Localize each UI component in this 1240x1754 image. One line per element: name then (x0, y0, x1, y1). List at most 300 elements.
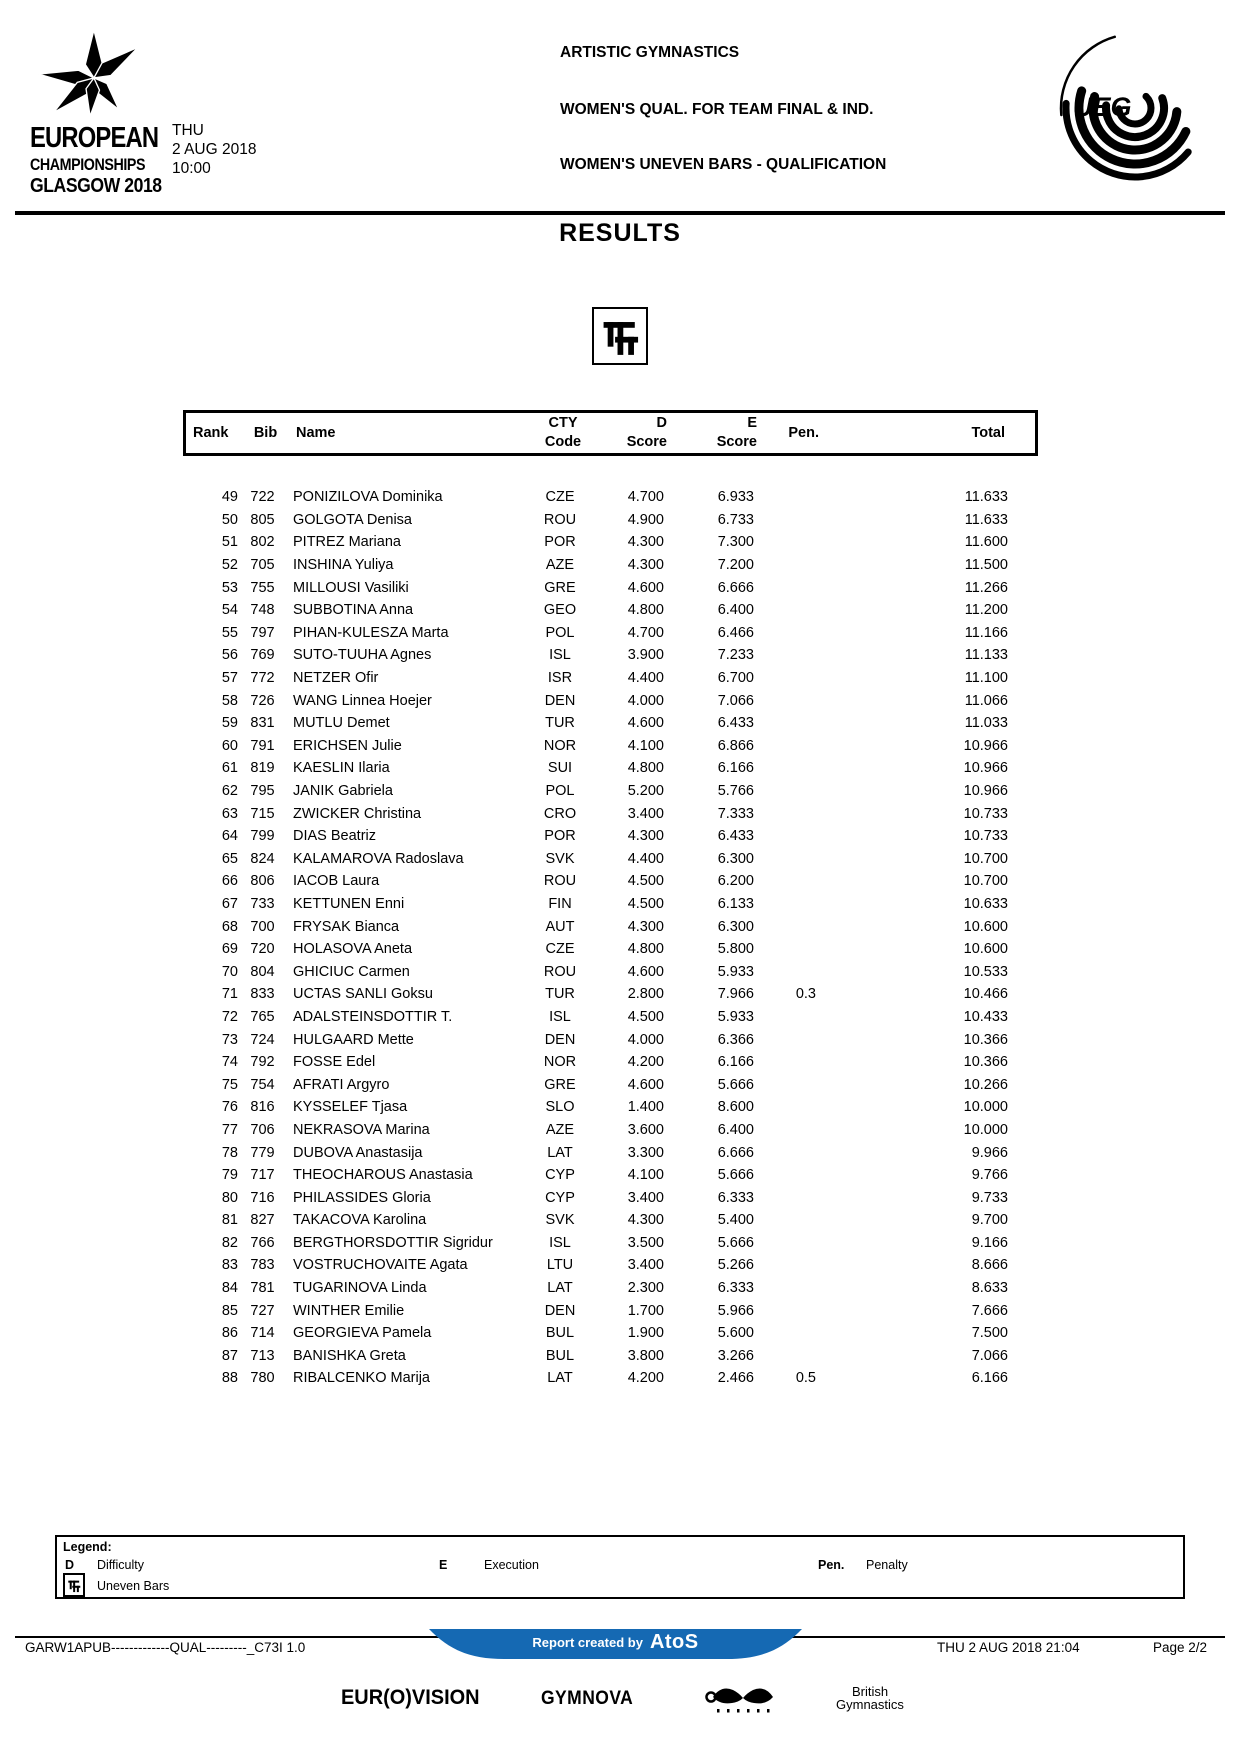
cell-cty-code: SUI (547, 760, 573, 777)
cell-rank: 81 (221, 1212, 238, 1229)
footer-datetime: THU 2 AUG 2018 21:04 (937, 1640, 1080, 1655)
results-heading: RESULTS (559, 219, 681, 247)
cell-d-score: 4.000 (627, 1031, 664, 1048)
cell-d-score: 4.700 (627, 489, 664, 506)
table-row (183, 1096, 1038, 1119)
cell-e-score: 5.966 (717, 1302, 754, 1319)
cell-d-score: 2.300 (627, 1280, 664, 1297)
cell-name: HULGAARD Mette (293, 1031, 414, 1048)
cell-name: INSHINA Yuliya (293, 557, 394, 574)
table-row (183, 735, 1038, 758)
cell-bib: 720 (250, 941, 275, 958)
cell-total: 11.066 (964, 692, 1008, 709)
cell-bib: 783 (250, 1257, 275, 1274)
cell-rank: 74 (221, 1054, 238, 1071)
cty-header-line2: Code (544, 434, 582, 450)
cell-bib: 716 (250, 1189, 275, 1206)
table-row (183, 960, 1038, 983)
cell-cty-code: DEN (544, 692, 576, 709)
cell-e-score: 6.400 (717, 1121, 754, 1138)
cell-cty-code: CYP (545, 1189, 575, 1206)
cell-bib: 772 (250, 670, 275, 687)
cell-cty-code: CZE (545, 489, 575, 506)
title-competition: WOMEN'S QUAL. FOR TEAM FINAL & IND. (560, 101, 874, 118)
table-row (183, 599, 1038, 622)
cell-name: DIAS Beatriz (293, 828, 376, 845)
table-row (183, 576, 1038, 599)
cell-name: UCTAS SANLI Goksu (293, 986, 433, 1003)
cell-cty-code: NOR (543, 737, 577, 754)
cell-bib: 781 (250, 1280, 275, 1297)
cell-bib: 714 (250, 1325, 275, 1342)
cell-e-score: 6.366 (717, 1031, 754, 1048)
cell-d-score: 3.400 (627, 1257, 664, 1274)
cell-total: 10.266 (963, 1076, 1008, 1093)
cty-header-line1: CTY (548, 415, 578, 431)
cell-bib: 748 (250, 602, 275, 619)
cell-rank: 53 (221, 579, 238, 596)
table-row (183, 1119, 1038, 1142)
ueg-label: UEG (1073, 92, 1132, 122)
cell-total: 11.133 (964, 647, 1008, 664)
cell-rank: 65 (221, 850, 238, 867)
cell-total: 10.966 (963, 783, 1008, 800)
cell-rank: 77 (221, 1121, 238, 1138)
cell-bib: 724 (250, 1031, 275, 1048)
cell-bib: 769 (250, 647, 275, 664)
cell-name: MILLOUSI Vasiliki (293, 579, 409, 596)
cell-bib: 755 (250, 579, 275, 596)
ueg-logo (1035, 30, 1210, 190)
cell-name: KETTUNEN Enni (293, 895, 405, 912)
cell-pen: 0.5 (795, 1370, 816, 1387)
cell-total: 10.533 (963, 963, 1008, 980)
cell-name: DUBOVA Anastasija (293, 1144, 423, 1161)
cell-d-score: 4.400 (627, 670, 664, 687)
table-row (183, 1322, 1038, 1345)
cell-total: 10.966 (963, 760, 1008, 777)
cell-rank: 76 (221, 1099, 238, 1116)
cell-total: 11.100 (964, 670, 1008, 687)
cell-e-score: 6.300 (717, 850, 754, 867)
legend-pen-label: Penalty (866, 1558, 908, 1572)
cell-d-score: 3.800 (627, 1347, 664, 1364)
glasgow-2018-star-icon (33, 28, 151, 124)
legend-d-label: Difficulty (97, 1558, 145, 1572)
cell-name: THEOCHAROUS Anastasia (293, 1167, 473, 1184)
cell-bib: 799 (250, 828, 275, 845)
cell-bib: 713 (250, 1347, 275, 1364)
cell-name: KAESLIN Ilaria (293, 760, 390, 777)
cell-d-score: 1.900 (627, 1325, 664, 1342)
british-gymnastics-line1: British (852, 1684, 889, 1699)
table-row (183, 1345, 1038, 1368)
cell-cty-code: FIN (548, 895, 572, 912)
cell-cty-code: POL (545, 783, 575, 800)
cell-cty-code: DEN (544, 1031, 576, 1048)
cell-rank: 62 (221, 783, 238, 800)
legend-e-key: E (439, 1558, 448, 1572)
cell-name: AFRATI Argyro (293, 1076, 390, 1093)
british-gymnastics-line2: Gymnastics (836, 1697, 904, 1712)
cell-rank: 67 (221, 895, 238, 912)
column-header-bib: Bib (253, 425, 278, 441)
cell-e-score: 7.966 (717, 986, 754, 1003)
cell-e-score: 7.233 (717, 647, 754, 664)
cell-d-score: 4.600 (627, 963, 664, 980)
cell-total: 10.000 (963, 1121, 1008, 1138)
cell-d-score: 4.700 (627, 624, 664, 641)
title-event: WOMEN'S UNEVEN BARS - QUALIFICATION (560, 156, 887, 173)
table-row (183, 1141, 1038, 1164)
table-row (183, 1006, 1038, 1029)
cell-cty-code: AZE (545, 1121, 575, 1138)
cell-e-score: 6.300 (717, 918, 754, 935)
cell-d-score: 4.600 (627, 1076, 664, 1093)
cell-bib: 792 (250, 1054, 275, 1071)
cell-e-score: 6.866 (717, 737, 754, 754)
legend-apparatus-label: Uneven Bars (97, 1579, 170, 1593)
cell-cty-code: POR (544, 534, 576, 551)
cell-bib: 791 (250, 737, 275, 754)
cell-cty-code: GRE (544, 1076, 576, 1093)
table-row (183, 667, 1038, 690)
cell-cty-code: NOR (543, 1054, 577, 1071)
table-row (183, 622, 1038, 645)
cell-total: 6.166 (971, 1370, 1008, 1387)
legend-apparatus-icon-box (63, 1573, 85, 1597)
cell-name: FOSSE Edel (293, 1054, 376, 1071)
cell-total: 11.200 (964, 602, 1008, 619)
cell-d-score: 4.200 (627, 1370, 664, 1387)
table-row (183, 780, 1038, 803)
legend-pen-key: Pen. (818, 1558, 845, 1572)
cell-cty-code: BUL (545, 1347, 575, 1364)
cell-bib: 766 (250, 1234, 275, 1251)
cell-d-score: 4.400 (627, 850, 664, 867)
cell-rank: 88 (221, 1370, 238, 1387)
cell-name: NEKRASOVA Marina (293, 1121, 430, 1138)
cell-rank: 75 (221, 1076, 238, 1093)
cell-rank: 55 (221, 624, 238, 641)
table-row (183, 1367, 1038, 1390)
column-header-total: Total (971, 425, 1005, 441)
table-row (183, 1209, 1038, 1232)
cell-d-score: 4.000 (627, 692, 664, 709)
cell-bib: 806 (250, 873, 275, 890)
header-rule (15, 211, 1225, 215)
cell-name: BERGTHORSDOTTIR Sigridur (293, 1234, 493, 1251)
cell-rank: 66 (221, 873, 238, 890)
e-header-line2: Score (716, 434, 757, 450)
cell-total: 11.266 (964, 579, 1008, 596)
cell-d-score: 4.800 (627, 941, 664, 958)
table-row (183, 1073, 1038, 1096)
cell-d-score: 4.900 (627, 511, 664, 528)
cell-e-score: 6.666 (717, 579, 754, 596)
cell-bib: 833 (250, 986, 275, 1003)
cell-rank: 71 (221, 986, 238, 1003)
cell-e-score: 6.433 (717, 828, 754, 845)
legend-e-label: Execution (484, 1558, 539, 1572)
cell-total: 10.700 (963, 873, 1008, 890)
legend-title: Legend: (63, 1540, 112, 1554)
cell-cty-code: LTU (546, 1257, 574, 1274)
cell-d-score: 4.300 (627, 557, 664, 574)
cell-e-score: 2.466 (717, 1370, 754, 1387)
cell-cty-code: TUR (545, 986, 575, 1003)
cell-name: WANG Linnea Hoejer (293, 692, 432, 709)
cell-bib: 717 (250, 1167, 275, 1184)
cell-e-score: 5.800 (717, 941, 754, 958)
cell-rank: 51 (221, 534, 238, 551)
cell-bib: 726 (250, 692, 275, 709)
table-row (183, 1186, 1038, 1209)
session-day: THU (172, 122, 204, 139)
atos-banner (429, 1629, 802, 1660)
cell-e-score: 6.333 (717, 1189, 754, 1206)
cell-rank: 68 (221, 918, 238, 935)
legend-d-key: D (65, 1558, 75, 1572)
cell-name: BANISHKA Greta (293, 1347, 406, 1364)
cell-e-score: 7.333 (717, 805, 754, 822)
cell-total: 8.666 (971, 1257, 1008, 1274)
cell-name: JANIK Gabriela (293, 783, 393, 800)
cell-name: MUTLU Demet (293, 715, 390, 732)
cell-total: 10.600 (963, 918, 1008, 935)
table-row (183, 712, 1038, 735)
cell-bib: 765 (250, 1008, 275, 1025)
cell-e-score: 5.666 (717, 1234, 754, 1251)
table-row (183, 1254, 1038, 1277)
cell-d-score: 4.500 (627, 1008, 664, 1025)
cell-rank: 54 (221, 602, 238, 619)
cell-d-score: 3.400 (627, 1189, 664, 1206)
cell-e-score: 6.133 (717, 895, 754, 912)
cell-d-score: 4.300 (627, 918, 664, 935)
table-header (183, 410, 1038, 456)
wordmark-line-2: CHAMPIONSHIPS (30, 155, 146, 174)
cell-bib: 700 (250, 918, 275, 935)
cell-total: 10.733 (963, 828, 1008, 845)
cell-cty-code: ISL (549, 1234, 571, 1251)
cell-bib: 827 (250, 1212, 275, 1229)
cell-cty-code: LAT (547, 1144, 573, 1161)
cell-name: GEORGIEVA Pamela (293, 1325, 432, 1342)
cell-d-score: 3.400 (627, 805, 664, 822)
cell-rank: 49 (221, 489, 238, 506)
cell-name: PHILASSIDES Gloria (293, 1189, 431, 1206)
cell-rank: 56 (221, 647, 238, 664)
cell-bib: 819 (250, 760, 275, 777)
cell-name: KYSSELEF Tjasa (293, 1099, 408, 1116)
sponsor-moustache-icon (705, 1683, 781, 1715)
table-body (183, 486, 1038, 1390)
cell-name: SUTO-TUUHA Agnes (293, 647, 432, 664)
atos-logo: AtoS (649, 1630, 699, 1653)
cell-rank: 50 (221, 511, 238, 528)
cell-cty-code: GEO (543, 602, 577, 619)
cell-bib: 805 (250, 511, 275, 528)
cell-bib: 795 (250, 783, 275, 800)
table-row (183, 509, 1038, 532)
table-row (183, 870, 1038, 893)
cell-cty-code: BUL (545, 1325, 575, 1342)
cell-rank: 79 (221, 1167, 238, 1184)
cell-total: 10.600 (963, 941, 1008, 958)
cell-cty-code: CYP (545, 1167, 575, 1184)
cell-cty-code: ROU (543, 511, 577, 528)
session-datetime (172, 121, 256, 178)
cell-e-score: 5.266 (717, 1257, 754, 1274)
table-row (183, 554, 1038, 577)
table-row (183, 689, 1038, 712)
footer-page-number: Page 2/2 (1153, 1640, 1208, 1655)
cell-total: 9.166 (971, 1234, 1008, 1251)
cell-bib: 802 (250, 534, 275, 551)
column-header-pen: Pen. (788, 425, 819, 441)
cell-cty-code: ROU (543, 873, 577, 890)
cell-e-score: 6.666 (717, 1144, 754, 1161)
session-time: 10:00 (172, 160, 211, 177)
cell-rank: 82 (221, 1234, 238, 1251)
cell-total: 10.433 (963, 1008, 1008, 1025)
cell-d-score: 1.400 (627, 1099, 664, 1116)
table-row (183, 1277, 1038, 1300)
d-header-line2: Score (626, 434, 667, 450)
cell-total: 9.700 (971, 1212, 1008, 1229)
table-row (183, 1164, 1038, 1187)
cell-cty-code: AUT (545, 918, 575, 935)
cell-e-score: 5.766 (717, 783, 754, 800)
column-header-name: Name (296, 425, 336, 441)
event-logo-wordmark (30, 122, 186, 198)
cell-total: 7.666 (971, 1302, 1008, 1319)
cell-cty-code: SLO (545, 1099, 575, 1116)
cell-e-score: 5.400 (717, 1212, 754, 1229)
sponsor-british-gymnastics (836, 1685, 904, 1711)
cell-d-score: 4.300 (627, 828, 664, 845)
sponsor-eurovision: EUR(O)VISION (341, 1686, 480, 1709)
wordmark-line-1: EUROPEAN (30, 122, 159, 154)
cell-name: TAKACOVA Karolina (293, 1212, 427, 1229)
session-date: 2 AUG 2018 (172, 141, 257, 158)
cell-total: 10.966 (963, 737, 1008, 754)
cell-cty-code: LAT (547, 1280, 573, 1297)
cell-d-score: 4.300 (627, 534, 664, 551)
cell-bib: 733 (250, 895, 275, 912)
cell-total: 10.366 (963, 1031, 1008, 1048)
cell-name: KALAMAROVA Radoslava (293, 850, 464, 867)
cell-name: IACOB Laura (293, 873, 380, 890)
cell-e-score: 6.400 (717, 602, 754, 619)
title-sport: ARTISTIC GYMNASTICS (560, 44, 740, 61)
cell-bib: 754 (250, 1076, 275, 1093)
cell-e-score: 8.600 (717, 1099, 754, 1116)
cell-total: 11.633 (964, 489, 1008, 506)
cell-total: 9.766 (971, 1167, 1008, 1184)
column-header-e-score (673, 414, 761, 452)
cell-name: ADALSTEINSDOTTIR T. (293, 1008, 453, 1025)
cell-d-score: 4.800 (627, 602, 664, 619)
cell-cty-code: SVK (545, 1212, 575, 1229)
cell-cty-code: GRE (544, 579, 576, 596)
cell-e-score: 5.600 (717, 1325, 754, 1342)
table-row (183, 983, 1038, 1006)
cell-e-score: 7.200 (717, 557, 754, 574)
cell-name: PITREZ Mariana (293, 534, 401, 551)
table-row (183, 893, 1038, 916)
atos-banner-label (429, 1629, 802, 1655)
cell-d-score: 4.800 (627, 760, 664, 777)
cell-total: 10.733 (963, 805, 1008, 822)
cell-bib: 705 (250, 557, 275, 574)
cell-e-score: 5.933 (717, 963, 754, 980)
cell-cty-code: CRO (543, 805, 577, 822)
cell-d-score: 4.500 (627, 873, 664, 890)
cell-cty-code: TUR (545, 715, 575, 732)
cell-total: 7.066 (971, 1347, 1008, 1364)
table-row (183, 915, 1038, 938)
cell-cty-code: CZE (545, 941, 575, 958)
cell-e-score: 5.666 (717, 1167, 754, 1184)
cell-total: 10.633 (963, 895, 1008, 912)
cell-rank: 58 (221, 692, 238, 709)
cell-rank: 52 (221, 557, 238, 574)
cell-name: FRYSAK Bianca (293, 918, 400, 935)
cell-bib: 831 (250, 715, 275, 732)
cell-cty-code: POL (545, 624, 575, 641)
cell-total: 11.033 (964, 715, 1008, 732)
cell-rank: 78 (221, 1144, 238, 1161)
cell-total: 10.000 (963, 1099, 1008, 1116)
cell-bib: 706 (250, 1121, 275, 1138)
cell-rank: 69 (221, 941, 238, 958)
results-table (183, 410, 1038, 1390)
cell-bib: 715 (250, 805, 275, 822)
cell-name: WINTHER Emilie (293, 1302, 405, 1319)
cell-d-score: 3.600 (627, 1121, 664, 1138)
cell-bib: 722 (250, 489, 275, 506)
cell-total: 11.633 (964, 511, 1008, 528)
table-row (183, 757, 1038, 780)
table-row (183, 802, 1038, 825)
cell-cty-code: ROU (543, 963, 577, 980)
uneven-bars-icon (66, 1577, 82, 1594)
cell-e-score: 6.200 (717, 873, 754, 890)
cell-name: PONIZILOVA Dominika (293, 489, 443, 506)
cell-bib: 727 (250, 1302, 275, 1319)
table-row (183, 531, 1038, 554)
cell-cty-code: DEN (544, 1302, 576, 1319)
cell-d-score: 3.900 (627, 647, 664, 664)
cell-e-score: 6.433 (717, 715, 754, 732)
cell-d-score: 4.600 (627, 715, 664, 732)
cell-e-score: 6.466 (717, 624, 754, 641)
cell-rank: 61 (221, 760, 238, 777)
cell-total: 7.500 (971, 1325, 1008, 1342)
cell-name: VOSTRUCHOVAITE Agata (293, 1257, 468, 1274)
cell-name: HOLASOVA Aneta (293, 941, 413, 958)
cell-bib: 804 (250, 963, 275, 980)
cell-e-score: 3.266 (717, 1347, 754, 1364)
cell-d-score: 4.600 (627, 579, 664, 596)
cell-cty-code: POR (544, 828, 576, 845)
table-row (183, 1051, 1038, 1074)
cell-rank: 83 (221, 1257, 238, 1274)
column-header-d-score (603, 414, 673, 452)
cell-cty-code: LAT (547, 1370, 573, 1387)
